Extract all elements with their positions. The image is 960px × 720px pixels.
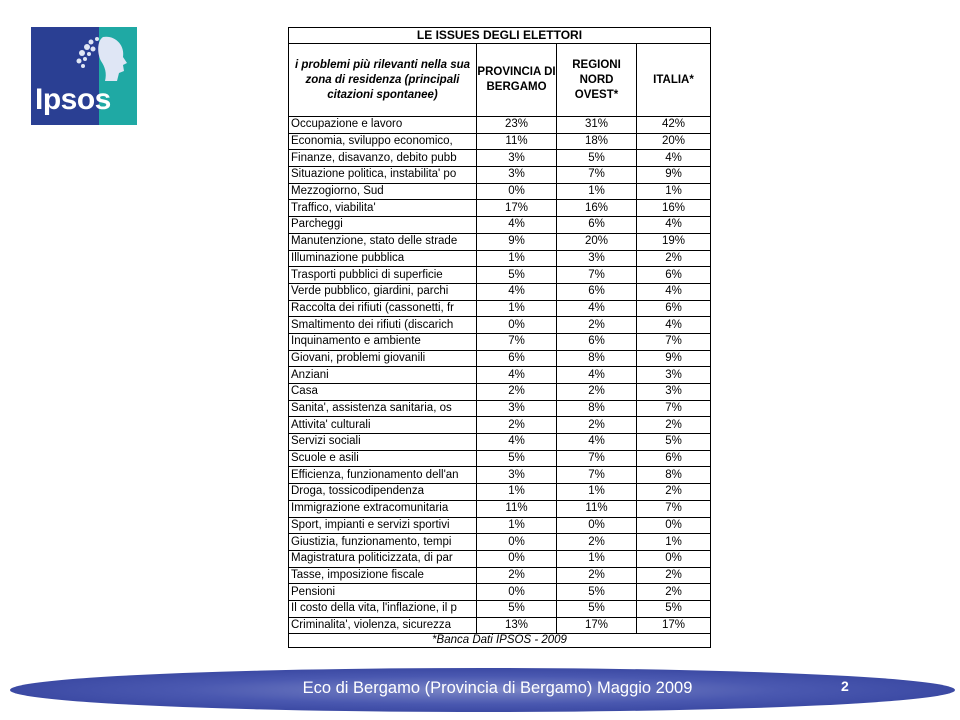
percent-cell: 23% (477, 117, 557, 134)
table-row (289, 267, 711, 284)
issue-label: Economia, sviluppo economico, (289, 133, 477, 150)
table-row (289, 400, 711, 417)
issue-label: Parcheggi (289, 217, 477, 234)
percent-cell: 6% (637, 450, 711, 467)
table-row (289, 250, 711, 267)
percent-cell: 2% (477, 567, 557, 584)
percent-cell: 2% (557, 567, 637, 584)
percent-cell: 5% (477, 600, 557, 617)
percent-cell: 6% (557, 217, 637, 234)
percent-cell: 3% (477, 167, 557, 184)
issue-label: Sport, impianti e servizi sportivi (289, 517, 477, 534)
table-row (289, 317, 711, 334)
percent-cell: 11% (477, 500, 557, 517)
percent-cell: 2% (477, 417, 557, 434)
table-row (289, 550, 711, 567)
percent-cell: 6% (557, 283, 637, 300)
table-row (289, 333, 711, 350)
column-header-nord-ovest: REGIONI NORD OVEST* (557, 44, 637, 117)
percent-cell: 4% (557, 300, 637, 317)
percent-cell: 4% (637, 283, 711, 300)
percent-cell: 4% (477, 367, 557, 384)
percent-cell: 2% (637, 484, 711, 501)
footer-text: Eco di Bergamo (Provincia di Bergamo) Maggio 2009 (302, 679, 693, 697)
percent-cell: 3% (637, 367, 711, 384)
issue-label: Servizi sociali (289, 434, 477, 451)
percent-cell: 9% (637, 167, 711, 184)
issue-label: Situazione politica, instabilita' po (289, 167, 477, 184)
table-row (289, 484, 711, 501)
table-row (289, 500, 711, 517)
percent-cell: 16% (557, 200, 637, 217)
percent-cell: 4% (637, 217, 711, 234)
percent-cell: 5% (637, 434, 711, 451)
table-row (289, 600, 711, 617)
table-footnote: *Banca Dati IPSOS - 2009 (289, 634, 711, 648)
percent-cell: 6% (637, 267, 711, 284)
issue-label: Criminalita', violenza, sicurezza (289, 617, 477, 634)
percent-cell: 16% (637, 200, 711, 217)
percent-cell: 4% (637, 317, 711, 334)
issue-label: Trasporti pubblici di superficie (289, 267, 477, 284)
percent-cell: 5% (477, 267, 557, 284)
issue-label: Anziani (289, 367, 477, 384)
percent-cell: 17% (477, 200, 557, 217)
table-row (289, 584, 711, 601)
percent-cell: 7% (477, 333, 557, 350)
issue-label: Giovani, problemi giovanili (289, 350, 477, 367)
issue-label: Immigrazione extracomunitaria (289, 500, 477, 517)
table-row (289, 367, 711, 384)
table-row (289, 150, 711, 167)
percent-cell: 1% (557, 484, 637, 501)
table-row (289, 200, 711, 217)
table-title-row (289, 28, 711, 44)
table-row (289, 467, 711, 484)
issue-label: Manutenzione, stato delle strade (289, 233, 477, 250)
table-row (289, 133, 711, 150)
table-row (289, 117, 711, 134)
issue-label: Inquinamento e ambiente (289, 333, 477, 350)
column-header-bergamo: PROVINCIA DI BERGAMO (477, 44, 557, 117)
percent-cell: 5% (637, 600, 711, 617)
percent-cell: 0% (477, 550, 557, 567)
percent-cell: 0% (477, 584, 557, 601)
issue-label: Verde pubblico, giardini, parchi (289, 283, 477, 300)
percent-cell: 3% (477, 467, 557, 484)
percent-cell: 2% (477, 384, 557, 401)
percent-cell: 2% (557, 534, 637, 551)
percent-cell: 7% (637, 400, 711, 417)
question-header: i problemi più rilevanti nella sua zona di residenza (principali citazioni spontanee) (289, 44, 477, 117)
percent-cell: 7% (557, 450, 637, 467)
issue-label: Droga, tossicodipendenza (289, 484, 477, 501)
percent-cell: 1% (477, 250, 557, 267)
percent-cell: 6% (557, 333, 637, 350)
percent-cell: 4% (477, 283, 557, 300)
table-row (289, 450, 711, 467)
percent-cell: 1% (637, 183, 711, 200)
percent-cell: 31% (557, 117, 637, 134)
ipsos-logo (31, 27, 137, 125)
issue-label: Traffico, viabilita' (289, 200, 477, 217)
percent-cell: 7% (557, 267, 637, 284)
percent-cell: 18% (557, 133, 637, 150)
percent-cell: 2% (557, 384, 637, 401)
percent-cell: 4% (637, 150, 711, 167)
head-silhouette-icon (69, 33, 133, 83)
percent-cell: 20% (637, 133, 711, 150)
column-header-italia: ITALIA* (637, 44, 711, 117)
issue-label: Giustizia, funzionamento, tempi (289, 534, 477, 551)
issue-label: Illuminazione pubblica (289, 250, 477, 267)
percent-cell: 20% (557, 233, 637, 250)
percent-cell: 9% (477, 233, 557, 250)
percent-cell: 2% (637, 567, 711, 584)
percent-cell: 2% (637, 584, 711, 601)
percent-cell: 1% (477, 300, 557, 317)
percent-cell: 11% (477, 133, 557, 150)
issue-label: Occupazione e lavoro (289, 117, 477, 134)
issue-label: Pensioni (289, 584, 477, 601)
percent-cell: 3% (477, 400, 557, 417)
issue-label: Attivita' culturali (289, 417, 477, 434)
percent-cell: 3% (557, 250, 637, 267)
percent-cell: 5% (557, 600, 637, 617)
issue-label: Smaltimento dei rifiuti (discarich (289, 317, 477, 334)
table-footnote-row (289, 634, 711, 648)
percent-cell: 2% (557, 417, 637, 434)
table-row (289, 534, 711, 551)
percent-cell: 19% (637, 233, 711, 250)
percent-cell: 8% (637, 467, 711, 484)
percent-cell: 0% (477, 317, 557, 334)
table-row (289, 617, 711, 634)
table-row (289, 217, 711, 234)
table-header-row (289, 44, 711, 117)
percent-cell: 4% (477, 434, 557, 451)
table-row (289, 417, 711, 434)
percent-cell: 2% (637, 417, 711, 434)
percent-cell: 42% (637, 117, 711, 134)
percent-cell: 1% (557, 550, 637, 567)
percent-cell: 0% (637, 550, 711, 567)
percent-cell: 2% (637, 250, 711, 267)
percent-cell: 4% (477, 217, 557, 234)
issue-label: Sanita', assistenza sanitaria, os (289, 400, 477, 417)
table-row (289, 283, 711, 300)
percent-cell: 1% (477, 484, 557, 501)
table-row (289, 567, 711, 584)
issue-label: Raccolta dei rifiuti (cassonetti, fr (289, 300, 477, 317)
table-title: LE ISSUES DEGLI ELETTORI (289, 28, 711, 44)
page-number: 2 (841, 678, 849, 694)
table-row (289, 517, 711, 534)
table-row (289, 300, 711, 317)
table-row (289, 183, 711, 200)
percent-cell: 17% (557, 617, 637, 634)
percent-cell: 13% (477, 617, 557, 634)
percent-cell: 7% (637, 333, 711, 350)
percent-cell: 8% (557, 400, 637, 417)
percent-cell: 9% (637, 350, 711, 367)
percent-cell: 8% (557, 350, 637, 367)
issues-table (288, 27, 711, 648)
percent-cell: 7% (637, 500, 711, 517)
percent-cell: 5% (557, 584, 637, 601)
table-row (289, 384, 711, 401)
issue-label: Il costo della vita, l'inflazione, il p (289, 600, 477, 617)
percent-cell: 0% (557, 517, 637, 534)
percent-cell: 5% (557, 150, 637, 167)
percent-cell: 3% (637, 384, 711, 401)
table-row (289, 167, 711, 184)
percent-cell: 5% (477, 450, 557, 467)
issue-label: Casa (289, 384, 477, 401)
issue-label: Finanze, disavanzo, debito pubb (289, 150, 477, 167)
percent-cell: 4% (557, 434, 637, 451)
percent-cell: 4% (557, 367, 637, 384)
issue-label: Efficienza, funzionamento dell'an (289, 467, 477, 484)
issue-label: Mezzogiorno, Sud (289, 183, 477, 200)
percent-cell: 1% (637, 534, 711, 551)
issue-label: Scuole e asili (289, 450, 477, 467)
percent-cell: 7% (557, 167, 637, 184)
table-row (289, 350, 711, 367)
percent-cell: 3% (477, 150, 557, 167)
percent-cell: 0% (637, 517, 711, 534)
issue-label: Tasse, imposizione fiscale (289, 567, 477, 584)
percent-cell: 11% (557, 500, 637, 517)
table-row (289, 434, 711, 451)
percent-cell: 2% (557, 317, 637, 334)
percent-cell: 6% (477, 350, 557, 367)
percent-cell: 1% (477, 517, 557, 534)
percent-cell: 0% (477, 534, 557, 551)
percent-cell: 6% (637, 300, 711, 317)
percent-cell: 17% (637, 617, 711, 634)
logo-wordmark: Ipsos (35, 83, 111, 116)
table-row (289, 233, 711, 250)
percent-cell: 0% (477, 183, 557, 200)
percent-cell: 1% (557, 183, 637, 200)
issue-label: Magistratura politicizzata, di par (289, 550, 477, 567)
percent-cell: 7% (557, 467, 637, 484)
